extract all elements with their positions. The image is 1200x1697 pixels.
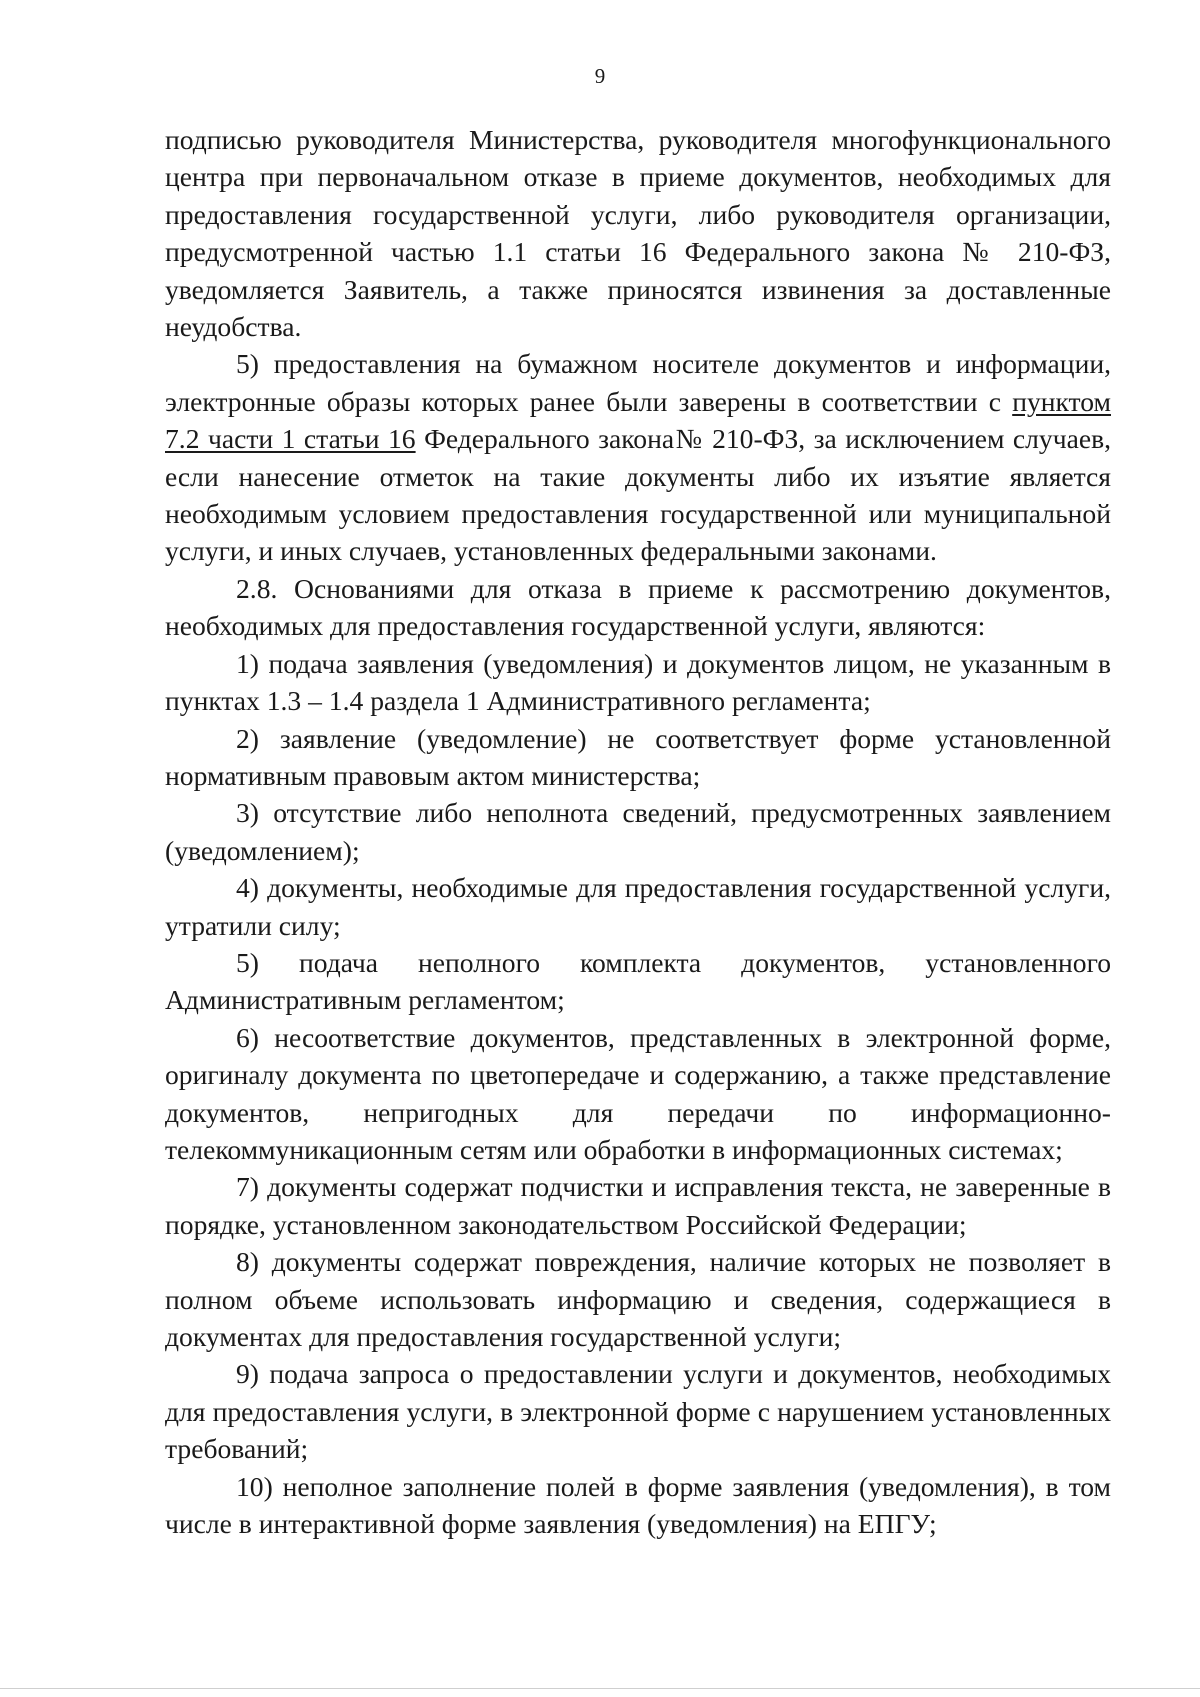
paragraph-text: 10) неполное заполнение полей в форме заявления (уведомления), в том числе в интерактивной форме заявления (уведомления) на ЕПГУ;: [165, 1470, 1111, 1540]
scan-edge-line: [0, 1688, 1200, 1689]
list-item-6: [165, 1019, 1111, 1169]
list-item-2: [165, 720, 1111, 795]
paragraph-text: 1) подача заявления (уведомления) и документов лицом, не указанным в пунктах 1.3 – 1.4 раздела 1 Административного регламента;: [165, 647, 1111, 717]
paragraph-text: подписью руководителя Министерства, руководителя многофункционального центра при первоначальном отказе в приеме документов, необходимых для предоставления государственной услуги, либо руководителя организации, предусмотренной частью 1.1 статьи 16 Федерального закона № 210-ФЗ, уведомляется Заявитель, а также приносятся извинения за доставленные неудобства.: [165, 124, 1111, 343]
paragraph-text: 6) несоответствие документов, представленных в электронной форме, оригиналу документа по цветопередаче и содержанию, а также представление документов, непригодных для передачи по информационно-телекоммуникационным сетям или обработки в информационных системах;: [165, 1021, 1111, 1165]
paragraph-text: 3) отсутствие либо неполнота сведений, предусмотренных заявлением (уведомлением);: [165, 797, 1111, 866]
law-reference-link[interactable]: пунктом 7.2 части 1 статьи 16: [165, 385, 1111, 455]
document-body: [165, 121, 1111, 1542]
paragraph-text: 5) предоставления на бумажном носителе документов и информации, электронные образы которых ранее были заверены в соответствии с: [165, 348, 1111, 417]
paragraph-text: 5) подача неполного комплекта документов, установленного Административным регламентом;: [165, 946, 1111, 1016]
list-item-3: [165, 794, 1111, 869]
list-item-1: [165, 645, 1111, 720]
paragraph-text: 9) подача запроса о предоставлении услуги и документов, необходимых для предоставления услуги, в электронной форме с нарушением установленных требований;: [165, 1358, 1111, 1465]
list-item-9: [165, 1355, 1111, 1467]
paragraph-text: 2.8. Основаниями для отказа в приеме к рассмотрению документов, необходимых для предоставления государственной услуги, являются:: [165, 572, 1111, 642]
list-item-5: [165, 944, 1111, 1019]
paragraph-text: Федерального закона№ 210-ФЗ, за исключением случаев, если нанесение отметок на такие документы либо их изъятие является необходимым условием предоставления государственной или муниципальной услуги, и иных случаев, установленных федеральными законами.: [165, 423, 1111, 567]
list-item-10: [165, 1468, 1111, 1543]
list-item-7: [165, 1168, 1111, 1243]
page-number: 9: [594, 64, 606, 88]
list-item-8: [165, 1243, 1111, 1355]
paragraph-text: 4) документы, необходимые для предоставления государственной услуги, утратили силу;: [165, 872, 1111, 941]
section-2-8-heading: [165, 570, 1111, 645]
paragraph-text: 8) документы содержат повреждения, наличие которых не позволяет в полном объеме использовать информацию и сведения, содержащиеся в документах для предоставления государственной услуги;: [165, 1246, 1111, 1352]
list-item-4: [165, 869, 1111, 944]
paragraph-text: 2) заявление (уведомление) не соответствует форме установленной нормативным правовым актом министерства;: [165, 722, 1111, 791]
paragraph-continuation: [165, 121, 1111, 345]
paragraph-item-5-paper-docs: [165, 345, 1111, 569]
paragraph-text: 7) документы содержат подчистки и исправления текста, не заверенные в порядке, установленном законодательством Российской Федерации;: [165, 1171, 1111, 1240]
